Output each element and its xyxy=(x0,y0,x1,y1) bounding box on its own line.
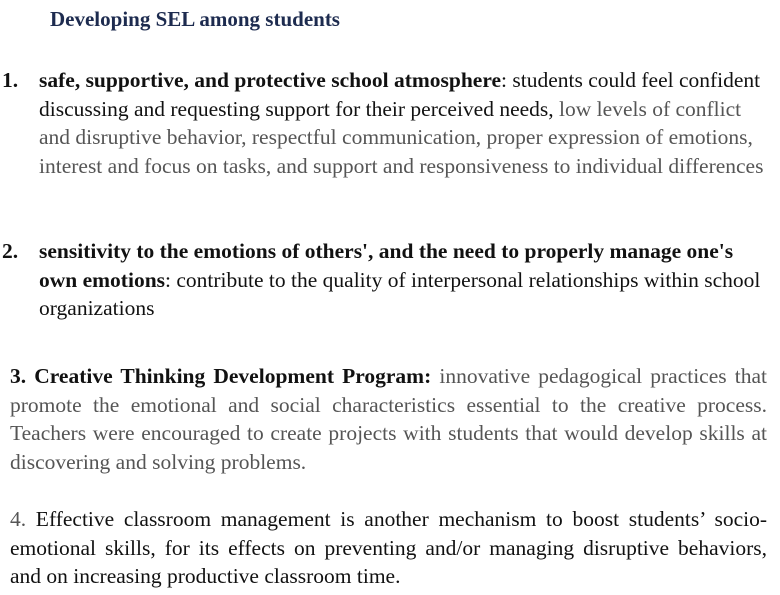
list-item-detail: : contribute to the quality of interpersonal relationships within school organizations xyxy=(39,267,761,320)
paragraph-heading: 3. Creative Thinking Development Program: xyxy=(10,364,432,388)
paragraph-text: innovative pedagogical practices that promote the emotional and social characteristics essential to the creative process. Teachers were encouraged to create projects with students that would develop skills at discovering and solving problems. xyxy=(10,364,767,474)
list-item-text xyxy=(39,237,774,323)
paragraph-text: Effective classroom management is another mechanism to boost students’ socio-emotional skills, for its effects on preventing and/or managing disruptive behaviors, and on increasing productive classroom time. xyxy=(10,507,767,588)
list-item-text xyxy=(39,66,774,180)
list-item-heading: safe, supportive, and protective school atmosphere xyxy=(39,68,502,92)
list-number: 2. xyxy=(2,239,19,263)
list-item-lead: : students could feel confident discussing and requesting support for their perceived needs, xyxy=(39,68,761,121)
slide-title: Developing SEL among students xyxy=(50,7,340,31)
paragraph-4 xyxy=(10,505,767,591)
list-item-heading: sensitivity to the emotions of others', and the need to properly manage one's own emotions xyxy=(39,239,734,292)
paragraph-number: 4. xyxy=(10,507,27,531)
list-item-detail: low levels of conflict and disruptive behavior, respectful communication, proper expression of emotions, interest and focus on tasks, and support and responsiveness to individual differences xyxy=(39,96,764,178)
list-number: 1. xyxy=(2,68,19,92)
paragraph-3 xyxy=(10,362,767,476)
